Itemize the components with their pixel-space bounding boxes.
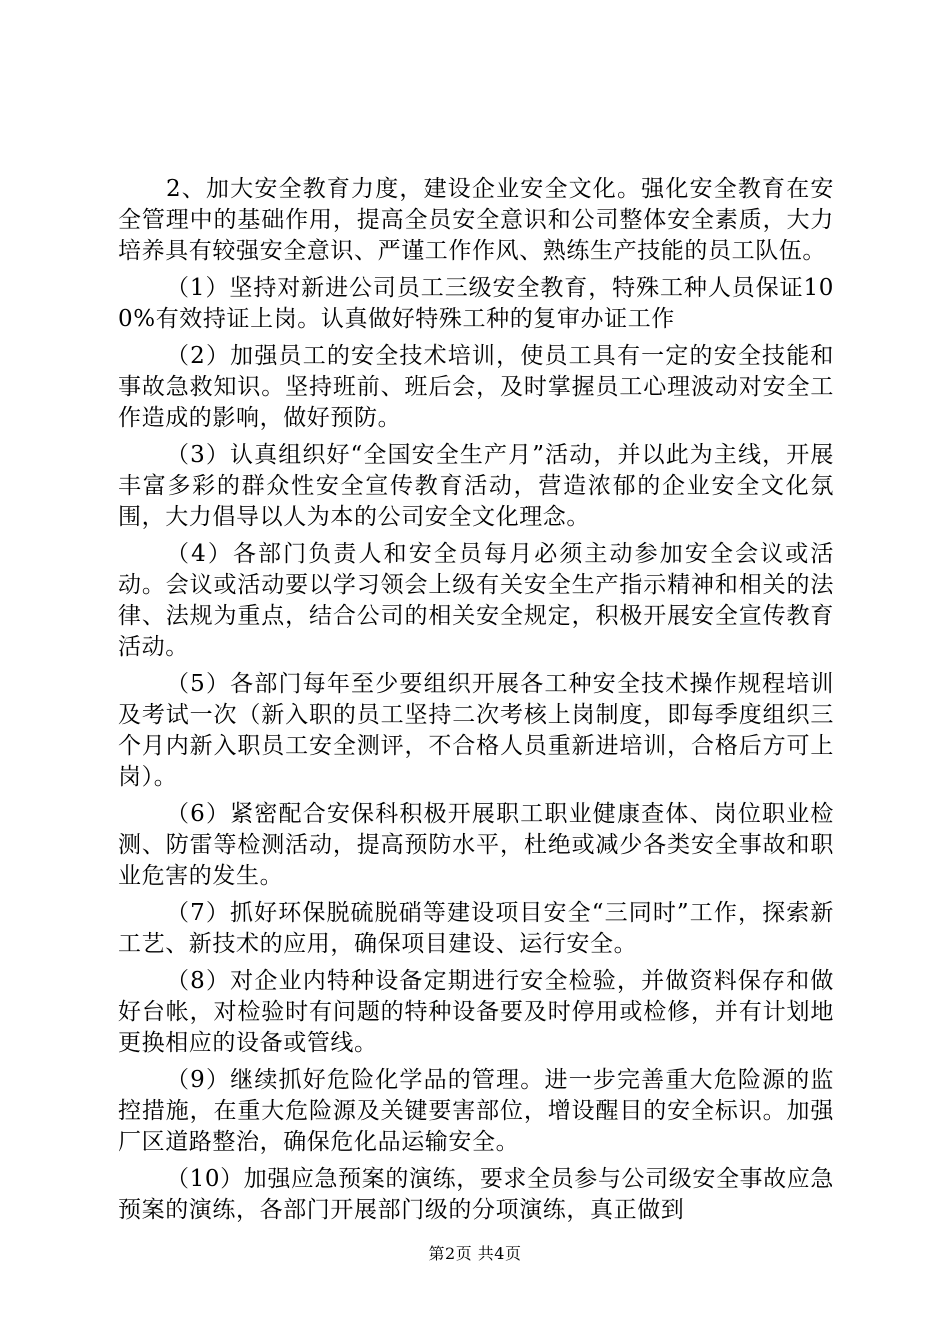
paragraph-item-5: （5）各部门每年至少要组织开展各工种安全技术操作规程培训及考试一次（新入职的员工坚持二次考核上岗制度，即每季度组织三个月内新入职员工安全测评，不合格人员重新进培训，合格后方可上岗）。 [118, 671, 834, 790]
paragraph-item-1: （1）坚持对新进公司员工三级安全教育，特殊工种人员保证100%有效持证上岗。认真做好特殊工种的复审办证工作 [118, 275, 834, 332]
paragraph-item-9: （9）继续抓好危险化学品的管理。进一步完善重大危险源的监控措施，在重大危险源及关键要害部位，增设醒目的安全标识。加强厂区道路整治，确保危化品运输安全。 [118, 1067, 834, 1155]
paragraph-item-3: （3）认真组织好“全国安全生产月”活动，并以此为主线，开展丰富多彩的群众性安全宣传教育活动，营造浓郁的企业安全文化氛围，大力倡导以人为本的公司安全文化理念。 [118, 442, 834, 530]
paragraph-item-4: （4）各部门负责人和安全员每月必须主动参加安全会议或活动。会议或活动要以学习领会上级有关安全生产指示精神和相关的法律、法规为重点，结合公司的相关安全规定，积极开展安全宣传教育活动。 [118, 541, 834, 660]
paragraph-item-8: （8）对企业内特种设备定期进行安全检验，并做资料保存和做好台帐，对检验时有问题的特种设备要及时停用或检修，并有计划地更换相应的设备或管线。 [118, 968, 834, 1056]
page-number-footer: 第2页 共4页 [428, 1244, 522, 1263]
paragraph-item-10: （10）加强应急预案的演练，要求全员参与公司级安全事故应急预案的演练，各部门开展部门级的分项演练，真正做到 [118, 1166, 834, 1223]
paragraph-item-6: （6）紧密配合安保科积极开展职工职业健康查体、岗位职业检测、防雷等检测活动，提高预防水平，杜绝或减少各类安全事故和职业危害的发生。 [118, 801, 834, 889]
paragraph-section-2: 2、加大安全教育力度，建设企业安全文化。强化安全教育在安全管理中的基础作用，提高全员安全意识和公司整体安全素质，大力培养具有较强安全意识、严谨工作作风、熟练生产技能的员工队伍。 [118, 176, 834, 264]
paragraph-item-7: （7）抓好环保脱硫脱硝等建设项目安全“三同时”工作，探索新工艺、新技术的应用，确保项目建设、运行安全。 [118, 900, 834, 957]
document-body [118, 174, 834, 1232]
paragraph-item-2: （2）加强员工的安全技术培训，使员工具有一定的安全技能和事故急救知识。坚持班前、班后会，及时掌握员工心理波动对安全工作造成的影响，做好预防。 [118, 343, 834, 431]
